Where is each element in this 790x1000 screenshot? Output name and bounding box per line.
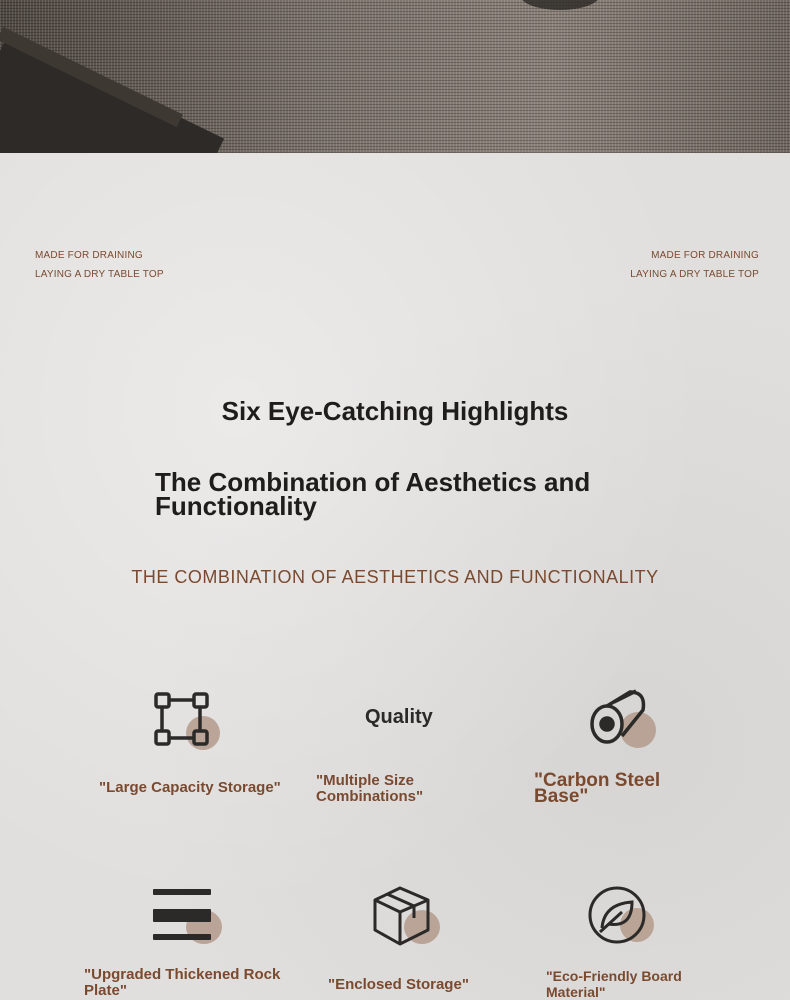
feature-label-eco-board: "Eco-Friendly Board Material" <box>546 968 682 1000</box>
tag-right-line-2: LAYING A DRY TABLE TOP <box>630 269 759 280</box>
leaf-icon <box>588 886 658 956</box>
tag-right <box>630 246 759 284</box>
tag-left <box>35 246 164 284</box>
section-heading: The Combination of Aesthetics and Functionality <box>155 467 591 521</box>
tag-right-line-1: MADE FOR DRAINING <box>651 250 759 261</box>
page-title: Six Eye-Catching Highlights <box>221 396 569 426</box>
section-subtitle: THE COMBINATION OF AESTHETICS AND FUNCTIONALITY <box>131 567 659 587</box>
feature-label-enclosed-storage: "Enclosed Storage" <box>328 976 469 993</box>
feature-label-carbon-steel: "Carbon Steel Base" <box>534 770 661 807</box>
feature-label-rock-plate: "Upgraded Thickened Rock Plate" <box>84 966 281 999</box>
quality-text: Quality <box>365 706 433 728</box>
tag-left-line-1: MADE FOR DRAINING <box>35 250 143 261</box>
steel-roll-icon <box>588 688 658 758</box>
box-icon <box>372 886 442 956</box>
feature-label-large-capacity: "Large Capacity Storage" <box>99 779 281 796</box>
hero-shadow <box>520 0 600 10</box>
tag-left-line-2: LAYING A DRY TABLE TOP <box>35 269 164 280</box>
feature-label-multiple-sizes: "Multiple Size Combinations" <box>316 772 424 805</box>
hero-fabric-image <box>0 0 790 153</box>
stacked-plates-icon <box>152 886 222 956</box>
frame-nodes-icon <box>152 690 222 760</box>
